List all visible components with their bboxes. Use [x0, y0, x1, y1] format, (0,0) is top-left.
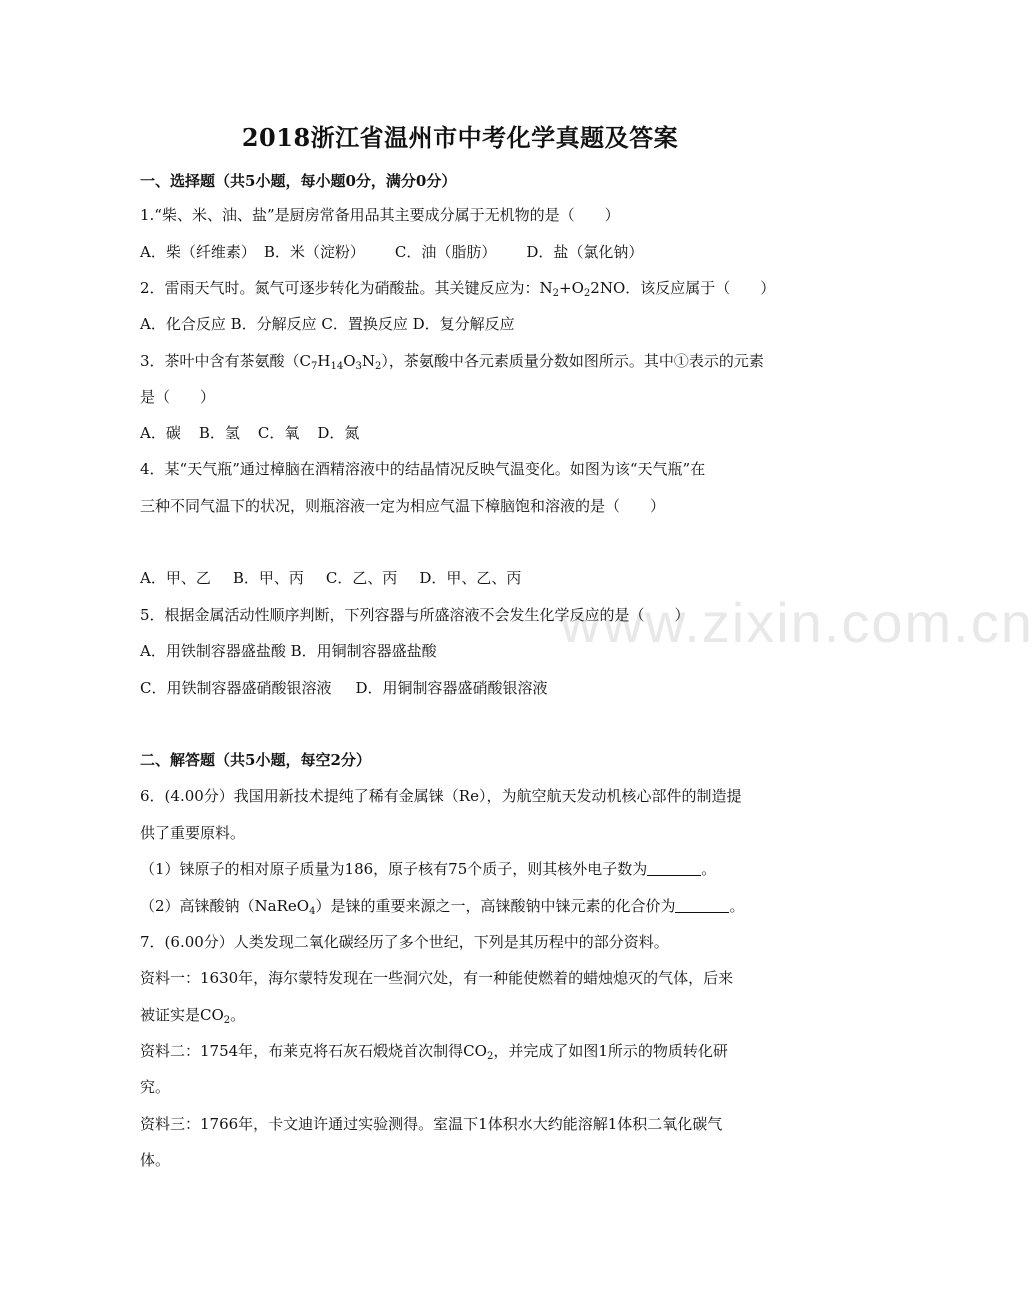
q7-stem: 7．(6.00分）人类发现二氧化碳经历了多个世纪，下列是其历程中的部分资料。: [140, 933, 669, 951]
q3-stem-line2: 是（ ）: [140, 388, 216, 406]
q7-material2: 资料二：1754年，布莱克将石灰石煅烧首次制得$CO_2$，并完成了如图1所示的物质转化研: [140, 1042, 728, 1062]
q1-option-c: C．油（脂肪）: [394, 243, 497, 261]
watermark: www.zixin.com.cn: [560, 591, 1034, 654]
q3-option-b: B．氢: [198, 424, 240, 442]
q1-option-d: D．盐（氯化钠）: [526, 243, 644, 261]
q4-option-b: B．甲、丙: [232, 569, 304, 587]
q3-option-a: A．碳: [140, 424, 181, 442]
q1-stem: 1.“柴、米、油、盐”是厨房常备用品其主要成分属于无机物的是（ ）: [140, 206, 620, 224]
q1-option-b: B．米（淀粉）: [263, 243, 365, 261]
q5-options-ab: A．用铁制容器盛盐酸 B．用铜制容器盛盐酸: [140, 642, 437, 660]
q7-material3: 资料三：1766年，卡文迪许通过实验测得。室温下1体积水大约能溶解1体积二氧化碳气: [140, 1115, 723, 1133]
answer-blank[interactable]: [675, 898, 729, 913]
q7-material3-line2: 体。: [140, 1151, 171, 1169]
q4-option-d: D．甲、乙、丙: [419, 569, 522, 587]
q1-options: [140, 242, 790, 262]
q4-option-c: C．乙、丙: [325, 569, 398, 587]
q3-option-c: C．氧: [257, 424, 300, 442]
page-title: 2018浙江省温州市中考化学真题及答案: [241, 123, 679, 152]
q7-material1: 资料一：1630年，海尔蒙特发现在一些洞穴处，有一种能使燃着的蜡烛熄灭的气体，后来: [140, 969, 734, 987]
q4-stem: 4．某“天气瓶”通过樟脑在酒精溶液中的结晶情况反映气温变化。如图为该“天气瓶”在: [140, 460, 706, 478]
q4-option-a: A．甲、乙: [140, 569, 211, 587]
q3-stem: 3．茶叶中含有茶氨酸$(C_7H_{14}O_3N_2)$，茶氨酸中各元素质量分数如图所示。其中①表示的元素: [140, 352, 764, 372]
q5-stem: 5．根据金属活动性顺序判断，下列容器与所盛溶液不会发生化学反应的是（ ）: [140, 606, 690, 624]
q2-stem: 2．雷雨天气时。氮气可逐步转化为硝酸盐。其关键反应为：$N_2+O_22NO$．该反应属于（ ）: [140, 279, 776, 299]
q3-options: [140, 423, 790, 443]
q6-part1: （1）铼原子的相对原子质量为186，原子核有75个质子，则其核外电子数为 。: [140, 860, 717, 878]
q5-option-c: C．用铁制容器盛硝酸银溶液: [140, 679, 332, 697]
q5-option-d: D．用铜制容器盛硝酸银溶液: [355, 679, 548, 697]
q2-options: A．化合反应 B．分解反应 C．置换反应 D．复分解反应: [140, 315, 515, 333]
q7-material1-line2: 被证实是$CO_2$。: [140, 1006, 246, 1026]
q6-stem: 6．(4.00分）我国用新技术提纯了稀有金属铼（Re），为航空航天发动机核心部件的制造提: [140, 787, 742, 805]
q4-options: [140, 568, 790, 588]
q3-option-d: D．氮: [317, 424, 360, 442]
section2-heading: 二、解答题（共5小题，每空2分）: [140, 751, 371, 769]
answer-blank[interactable]: [647, 861, 701, 876]
q4-stem-line2: 三种不同气温下的状况，则瓶溶液一定为相应气温下樟脑饱和溶液的是（ ）: [140, 497, 666, 515]
section1-heading: 一、选择题（共5小题，每小题0分，满分0分）: [140, 172, 457, 190]
q6-part2: （2）高铼酸钠（NaReO$_4$）是铼的重要来源之一，高铼酸钠中铼元素的化合价为 。: [140, 897, 745, 917]
q5-options-cd: [140, 678, 790, 698]
q6-stem-line2: 供了重要原料。: [140, 824, 246, 842]
q1-option-a: A．柴（纤维素）: [140, 243, 256, 261]
q7-material2-line2: 究。: [140, 1078, 171, 1096]
